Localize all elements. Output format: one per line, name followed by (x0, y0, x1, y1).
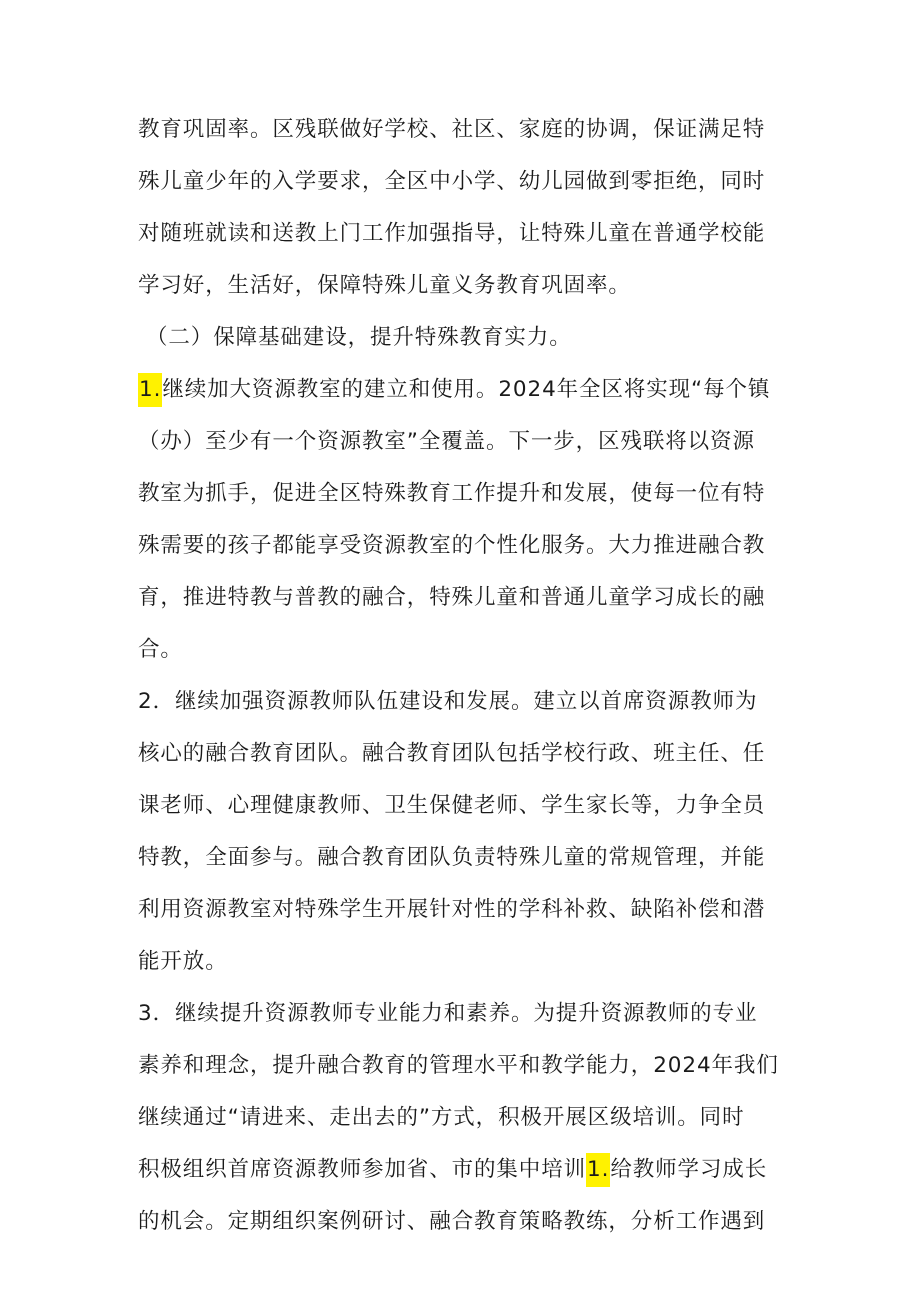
line-text: 教育巩固率。区残联做好学校、社区、家庭的协调，保证满足特 (138, 117, 766, 142)
text-line-13 (138, 728, 788, 780)
line-text: 学习好，生活好，保障特殊儿童义务教育巩固率。 (138, 273, 631, 298)
line-text: 课老师、心理健康教师、卫生保健老师、学生家长等，力争全员 (138, 793, 766, 818)
line-text: 积极组织首席资源教师参加省、市的集中培训 (138, 1157, 587, 1182)
text-line-10 (138, 572, 788, 624)
line-text-after: 给教师学习成长 (610, 1157, 768, 1182)
line-text: 特教，全面参与。融合教育团队负责特殊儿童的常规管理，并能 (138, 845, 766, 870)
line-text: 利用资源教室对特殊学生开展针对性的学科补救、缺陷补偿和潜 (138, 897, 766, 922)
text-line-4 (138, 260, 788, 312)
text-line-6 (138, 364, 788, 416)
text-line-20 (138, 1092, 788, 1144)
text-line-2 (138, 156, 788, 208)
text-line-12 (138, 676, 788, 728)
text-line-19 (138, 1040, 788, 1092)
text-line-8 (138, 468, 788, 520)
line-text: 核心的融合教育团队。融合教育团队包括学校行政、班主任、任 (138, 741, 766, 766)
line-text: 的机会。定期组织案例研讨、融合教育策略教练，分析工作遇到 (138, 1209, 766, 1234)
line-text: 殊儿童少年的入学要求，全区中小学、幼儿园做到零拒绝，同时 (138, 169, 766, 194)
text-line-1 (138, 104, 788, 156)
line-text: 对随班就读和送教上门工作加强指导，让特殊儿童在普通学校能 (138, 221, 766, 246)
heading-text: （二）保障基础建设，提升特殊教育实力。 (146, 325, 572, 350)
line-text: 能开放。 (138, 949, 228, 974)
line-text: 殊需要的孩子都能享受资源教室的个性化服务。大力推进融合教 (138, 533, 766, 558)
line-text: 合。 (138, 637, 183, 662)
section-heading (138, 312, 788, 364)
line-text: 素养和理念，提升融合教育的管理水平和教学能力，2024年我们 (138, 1053, 779, 1078)
text-line-18 (138, 988, 788, 1040)
text-line-9 (138, 520, 788, 572)
line-text: 继续加大资源教室的建立和使用。2024年全区将实现“每个镇 (162, 377, 771, 402)
text-line-11 (138, 624, 788, 676)
document-body (138, 104, 788, 1248)
line-text: 3．继续提升资源教师专业能力和素养。为提升资源教师的专业 (138, 1001, 758, 1026)
text-line-14 (138, 780, 788, 832)
text-line-17 (138, 936, 788, 988)
line-text: 教室为抓手，促进全区特殊教育工作提升和发展，使每一位有特 (138, 481, 766, 506)
text-line-16 (138, 884, 788, 936)
line-text: （办）至少有一个资源教室”全覆盖。下一步，区残联将以资源 (138, 429, 755, 454)
text-line-7 (138, 416, 788, 468)
text-line-3 (138, 208, 788, 260)
line-text: 育，推进特教与普教的融合，特殊儿童和普通儿童学习成长的融 (138, 585, 766, 610)
text-line-22 (138, 1196, 788, 1248)
line-text: 2．继续加强资源教师队伍建设和发展。建立以首席资源教师为 (138, 689, 758, 714)
text-line-21 (138, 1144, 788, 1196)
text-line-15 (138, 832, 788, 884)
highlighted-list-marker: 1. (138, 373, 162, 407)
highlighted-list-marker: 1. (586, 1153, 610, 1187)
line-text: 继续通过“请进来、走出去的”方式，积极开展区级培训。同时 (138, 1105, 745, 1130)
